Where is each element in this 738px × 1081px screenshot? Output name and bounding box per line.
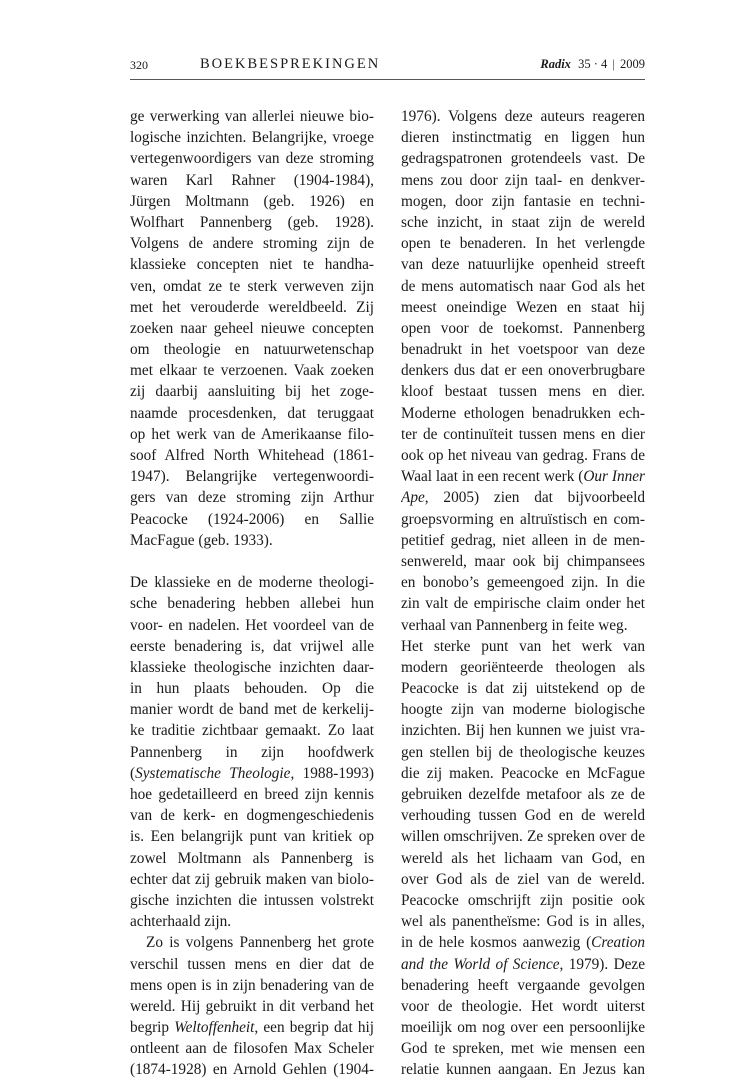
text-line: zowel Moltmann als Pannenberg is xyxy=(130,849,374,867)
text-line: ook op het niveau van gedrag. Frans de xyxy=(401,447,645,464)
text-run: , een begrip dat hij xyxy=(254,1019,374,1037)
journal-name: Radix xyxy=(540,57,571,71)
book-title: Creation xyxy=(591,934,645,952)
text-line: die zij maken. Peacocke en McFague xyxy=(401,764,645,782)
page-number: 320 xyxy=(130,58,148,72)
text-line: Peacocke (1924-2006) en Sallie xyxy=(130,510,374,528)
text-line: achterhaald zijn. xyxy=(130,913,232,931)
text-line: gen stellen bij de theologische keuzes xyxy=(401,743,645,761)
journal-issue: 35 · 4 xyxy=(578,57,608,71)
left-column xyxy=(130,106,374,1081)
text-line: petitief gedrag, niet alleen in de men- xyxy=(401,531,645,549)
text-line: om theologie en natuurwetenschap xyxy=(130,341,374,359)
text-line: moeilijk om nog over een persoonlijke xyxy=(401,1019,645,1037)
journal-year: 2009 xyxy=(620,57,645,71)
text-line: senwereld, maar ook bij chimpansees xyxy=(401,552,645,570)
text-line xyxy=(401,932,645,953)
text-line: van deze natuurlijke openheid streeft xyxy=(401,256,645,274)
text-line xyxy=(401,466,645,487)
text-line: sche benadering hebben allebei hun xyxy=(130,595,374,613)
text-line: benadrukt in het voetspoor van deze xyxy=(401,341,645,359)
text-line: modern georiënteerde theologen als xyxy=(401,658,645,676)
text-line: hoogte zijn van moderne biologische xyxy=(401,701,645,719)
text-line: kloof bestaat tussen mens en dier. xyxy=(401,383,645,401)
text-line: van de kerk- en dogmengeschiedenis xyxy=(130,807,374,825)
text-line: gische inzichten die intussen volstrekt xyxy=(130,891,374,909)
text-line: echter dat zij gebruik maken van biolo- xyxy=(130,870,374,888)
text-line: verhouding tussen God en de wereld xyxy=(401,807,645,825)
text-line: zij daarbij aansluiting bij het zoge- xyxy=(130,383,374,401)
text-line: hoe gedetailleerd en breed zijn kennis xyxy=(130,786,374,803)
text-line: ke traditie zichtbaar gemaakt. Zo laat xyxy=(130,722,374,740)
text-line: MacFague (geb. 1933). xyxy=(130,531,273,549)
text-run: ( xyxy=(130,764,136,782)
text-line: klassieke theologische inzichten daar- xyxy=(130,658,374,676)
text-line: Zo is volgens Pannenberg het grote xyxy=(146,934,374,952)
text-line: Wolfhart Pannenberg (geb. 1928). xyxy=(130,213,374,231)
text-line: ven, omdat ze te sterk verweven zijn xyxy=(130,277,374,295)
text-line: Moderne ethologen benadrukken ech- xyxy=(401,404,645,422)
text-line: Peacocke is dat zij uitstekend op de xyxy=(401,680,645,698)
text-run: in de hele kosmos aanwezig ( xyxy=(401,934,592,952)
text-line: met het verouderde wereldbeeld. Zij xyxy=(130,298,374,316)
text-line: willen omschrijven. Ze spreken over de xyxy=(401,828,645,846)
text-line: verschil tussen mens en dier dat de xyxy=(130,955,374,973)
text-line: wereld als het lichaam van God, en xyxy=(401,849,645,867)
text-line: Het sterke punt van het werk van xyxy=(401,637,645,655)
text-line: met elkaar te verzoenen. Vaak zoeken xyxy=(130,362,374,380)
text-line: ontleent aan de filosofen Max Scheler xyxy=(130,1040,374,1058)
text-line: open voor de toekomst. Pannenberg xyxy=(401,319,645,337)
book-title: Ape xyxy=(401,489,425,507)
text-line: gebruiken dezelfde metafoor als ze de xyxy=(401,786,645,803)
text-line: wereld. Hij gebruikt in dit verband het xyxy=(130,997,374,1015)
text-line: verhaal van Pannenberg in feite weg. xyxy=(401,616,628,634)
text-run: , 1979). Deze xyxy=(559,955,645,973)
book-title: Weltoffenheit xyxy=(174,1019,255,1037)
text-line: Pannenberg in zijn hoofdwerk xyxy=(130,743,374,761)
text-line: Volgens de andere stroming zijn de xyxy=(130,235,374,253)
text-line: op het werk van de Amerikaanse filo- xyxy=(130,425,374,443)
text-line xyxy=(130,1017,374,1038)
text-line: meest oneindige Wezen en staat hij xyxy=(401,298,645,316)
book-title: Our Inner xyxy=(583,468,645,486)
text-line: inzichten. Bij hen kunnen we juist vra- xyxy=(401,722,645,740)
text-line: dieren instinctmatig en liggen hun xyxy=(401,129,645,147)
text-line: soof Alfred North Whitehead (1861- xyxy=(130,447,374,464)
text-line: in hun plaats behouden. Op die xyxy=(130,680,374,698)
text-line: groepsvorming en altruïstisch en com- xyxy=(401,510,645,528)
text-line: mens zou door zijn taal- en denkver- xyxy=(401,171,645,189)
text-line: zoeken naar geheel nieuwe concepten xyxy=(130,319,374,337)
text-line: sche inzicht, in staat zijn de wereld xyxy=(401,213,645,231)
text-line: 1947). Belangrijke vertegenwoordi- xyxy=(130,468,374,486)
text-line: eerste benadering is, dat vrijwel alle xyxy=(130,637,374,655)
right-column xyxy=(401,106,645,1081)
text-line: ge verwerking van allerlei nieuwe bio- xyxy=(130,108,374,125)
paragraph-gap xyxy=(130,551,374,572)
text-line: God te spreken, met wie mensen een xyxy=(401,1040,645,1058)
text-line: Peacocke omschrijft zijn positie ook xyxy=(401,891,645,909)
text-line: denkers dus dat er een onoverbrugbare xyxy=(401,362,645,380)
text-line xyxy=(401,487,645,508)
section-title: BOEKBESPREKINGEN xyxy=(200,56,381,72)
text-line: wel als panentheïsme: God is in alles, xyxy=(401,913,645,931)
text-line xyxy=(130,763,374,784)
text-run: , 2005) zien dat bijvoorbeeld xyxy=(424,489,645,507)
text-line: mogen, door zijn fantasie en techni- xyxy=(401,192,645,210)
text-run: begrip xyxy=(130,1019,175,1037)
text-line: logische inzichten. Belangrijke, vroege xyxy=(130,129,374,147)
text-line: ter de continuïteit tussen mens en dier xyxy=(401,425,645,443)
journal-citation xyxy=(540,57,645,72)
text-line: de mens automatisch naar God als het xyxy=(401,277,645,295)
text-line: 1976). Volgens deze auteurs reageren xyxy=(401,108,645,125)
text-line: over God als de ziel van de wereld. xyxy=(401,870,645,888)
text-run: Waal laat in een recent werk ( xyxy=(401,468,584,486)
running-header xyxy=(130,55,645,80)
book-title: Systematische Theologie xyxy=(135,764,291,782)
text-line: naamde procesdenken, dat teruggaat xyxy=(130,404,374,422)
text-line: De klassieke en de moderne theologi- xyxy=(130,574,374,592)
book-title: and the World of Science xyxy=(401,955,560,973)
text-line: open te benaderen. In het verlengde xyxy=(401,235,645,253)
text-line: vertegenwoordigers van deze stroming xyxy=(130,150,374,168)
text-line: voor de theologie. Het wordt uiterst xyxy=(401,997,645,1015)
text-line: zin valt de empirische claim onder het xyxy=(401,595,645,613)
header-separator: | xyxy=(612,57,615,71)
text-line: (1874-1928) en Arnold Gehlen (1904- xyxy=(130,1061,374,1079)
text-run: , 1988-1993) xyxy=(290,764,374,782)
text-line: waren Karl Rahner (1904-1984), xyxy=(130,171,374,189)
text-line: manier wordt de band met de kerkelij- xyxy=(130,701,374,719)
text-line: is. Een belangrijk punt van kritiek op xyxy=(130,828,374,846)
text-line: en bonobo’s gemeengoed zijn. In die xyxy=(401,574,645,592)
text-line: gedragspatronen grotendeels vast. De xyxy=(401,150,645,168)
text-line: mens open is in zijn benadering van de xyxy=(130,976,374,994)
text-line: gers van deze stroming zijn Arthur xyxy=(130,489,374,507)
text-line: Jürgen Moltmann (geb. 1926) en xyxy=(130,192,374,210)
text-line: klassieke concepten niet te handha- xyxy=(130,256,374,274)
text-line: voor- en nadelen. Het voordeel van de xyxy=(130,616,374,634)
text-line: benadering heeft vergaande gevolgen xyxy=(401,976,645,994)
text-line: relatie kunnen aangaan. En Jezus kan xyxy=(401,1061,645,1079)
text-line xyxy=(401,954,645,975)
